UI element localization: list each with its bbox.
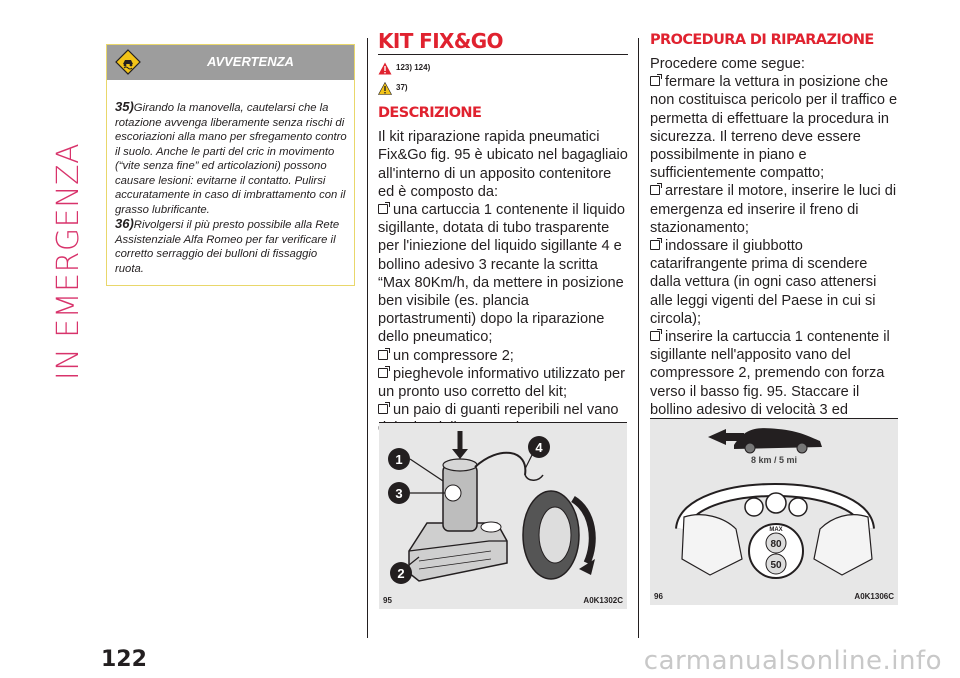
badge-max-text: MAX [769, 527, 783, 533]
bullet-icon [378, 404, 388, 414]
chapter-side-title-text: IN EMERGENZA [51, 142, 87, 380]
figure-caption [654, 592, 894, 601]
procedure-intro: Procedere come segue: [650, 56, 805, 72]
description-intro: Il kit riparazione rapida pneumatici Fix&Go fig. 95 è ubicato nel bagagliaio all'interno di un apposito contenitore ed è composto da: [378, 129, 628, 200]
warning-note [115, 100, 348, 217]
bullet-icon [378, 350, 388, 360]
callout-label: 3 [395, 486, 403, 501]
kit-reference-caution [378, 78, 628, 98]
page-number: 122 [101, 647, 147, 672]
bullet-icon [378, 368, 388, 378]
hand-icon [814, 515, 872, 575]
kit-reference-warning [378, 58, 628, 78]
watermark: carmanualsonline.info [643, 646, 942, 676]
list-item-text: inserire la cartuccia 1 contenente il sigillante nell'apposito vano del compressore 2, premendo con forza verso il basso fig. 95. Staccare il bollino adesivo di velocità 3 ed [650, 329, 890, 418]
figure-95 [379, 422, 627, 609]
column-divider [367, 38, 368, 638]
figure-number: 96 [654, 592, 663, 601]
warning-box [106, 44, 355, 286]
list-item [378, 347, 628, 365]
warning-note-text: Rivolgersi il più presto possibile alla Rete Assistenziale Alfa Romeo per far verificare il corretto serraggio dei bulloni di fissaggio ruota. [115, 219, 340, 275]
bullet-icon [650, 76, 660, 86]
chapter-side-title [52, 26, 86, 496]
list-item [378, 365, 628, 401]
figure-code: A0K1302C [583, 596, 623, 605]
list-item [650, 182, 900, 237]
bullet-icon [650, 185, 660, 195]
figure-caption [383, 596, 623, 605]
speed-limit-text: 8 km / 5 mi [750, 455, 798, 465]
danger-triangle-icon [378, 62, 392, 75]
warning-note-number: 36) [115, 216, 134, 231]
callout-label: 2 [397, 566, 405, 581]
badge-value-50: 50 [770, 560, 782, 571]
column-divider [638, 38, 639, 638]
callout-1 [388, 448, 443, 481]
callout-3 [388, 482, 445, 504]
warning-header [107, 45, 354, 80]
bullet-icon [378, 204, 388, 214]
callout-4 [525, 436, 550, 469]
warning-note-number: 35) [115, 99, 134, 114]
list-item-text: una cartuccia 1 contenente il liquido sigillante, dotata di tubo trasparente per l'iniezione del liquido sigillante 4 e bollino adesivo 3 recante la scritta “Max 80Km/h, da mettere in posizione ben visibile (es. plancia portastrumenti) dopo la riparazione dello pneumatico; [378, 202, 626, 346]
kit-section [378, 30, 628, 438]
caution-triangle-icon [378, 82, 392, 95]
list-item-text: indossare il giubbotto catarifrangente prima di scendere dalla vettura (in ogni caso attenersi alle leggi vigenti del Paese in cui si circola); [650, 238, 877, 327]
kit-title: KIT FIX&GO [378, 30, 628, 55]
warning-body [107, 80, 354, 276]
warning-title: AVVERTENZA [207, 54, 294, 69]
list-item-text: fermare la vettura in posizione che non costituisca pericolo per il traffico e permetta di effettuare la procedura in sicurezza. Il terreno deve essere possibilmente in piano e sufficientemente compatto; [650, 74, 898, 182]
kit-reference-numbers: 123) 124) [396, 62, 431, 72]
list-item [378, 201, 628, 347]
list-item [650, 73, 900, 182]
callout-label: 4 [535, 440, 543, 455]
hand-icon [682, 515, 742, 575]
list-item-text: un paio di guanti reperibili nel vano [393, 402, 619, 419]
warning-note [115, 217, 348, 276]
badge-value-80: 80 [770, 539, 782, 550]
bullet-icon [650, 240, 660, 250]
warning-note-text: Girando la manovella, cautelarsi che la rotazione avvenga liberamente senza rischi di escoriazioni alla mano per sfregamento contro il suolo. Anche le parti del cric in movimento (“vite senza fine” ed articolazioni) possono causare lesioni: evitarne il contatto. Pulirsi accuratamente in caso di imbrattamento con il grasso lubrificante. [115, 102, 347, 216]
bullet-icon [650, 331, 660, 341]
speed-sticker-illustration [650, 419, 898, 591]
callout-label: 1 [395, 452, 403, 467]
list-item [650, 237, 900, 328]
description-title: DESCRIZIONE [378, 105, 482, 121]
procedure-title: PROCEDURA DI RIPARAZIONE [650, 32, 874, 48]
kit-reference-number: 37) [396, 82, 408, 92]
figure-96 [650, 418, 898, 605]
list-item-text: arrestare il motore, inserire le luci di emergenza ed inserire il freno di stazionamento; [650, 183, 897, 236]
figure-code: A0K1306C [854, 592, 894, 601]
fix-and-go-kit-illustration [379, 423, 627, 595]
figure-number: 95 [383, 596, 392, 605]
list-item-text: pieghevole informativo utilizzato per un pronto uso corretto del kit; [378, 365, 626, 401]
list-item-text: un compressore 2; [393, 347, 514, 364]
procedure-section [650, 31, 900, 455]
